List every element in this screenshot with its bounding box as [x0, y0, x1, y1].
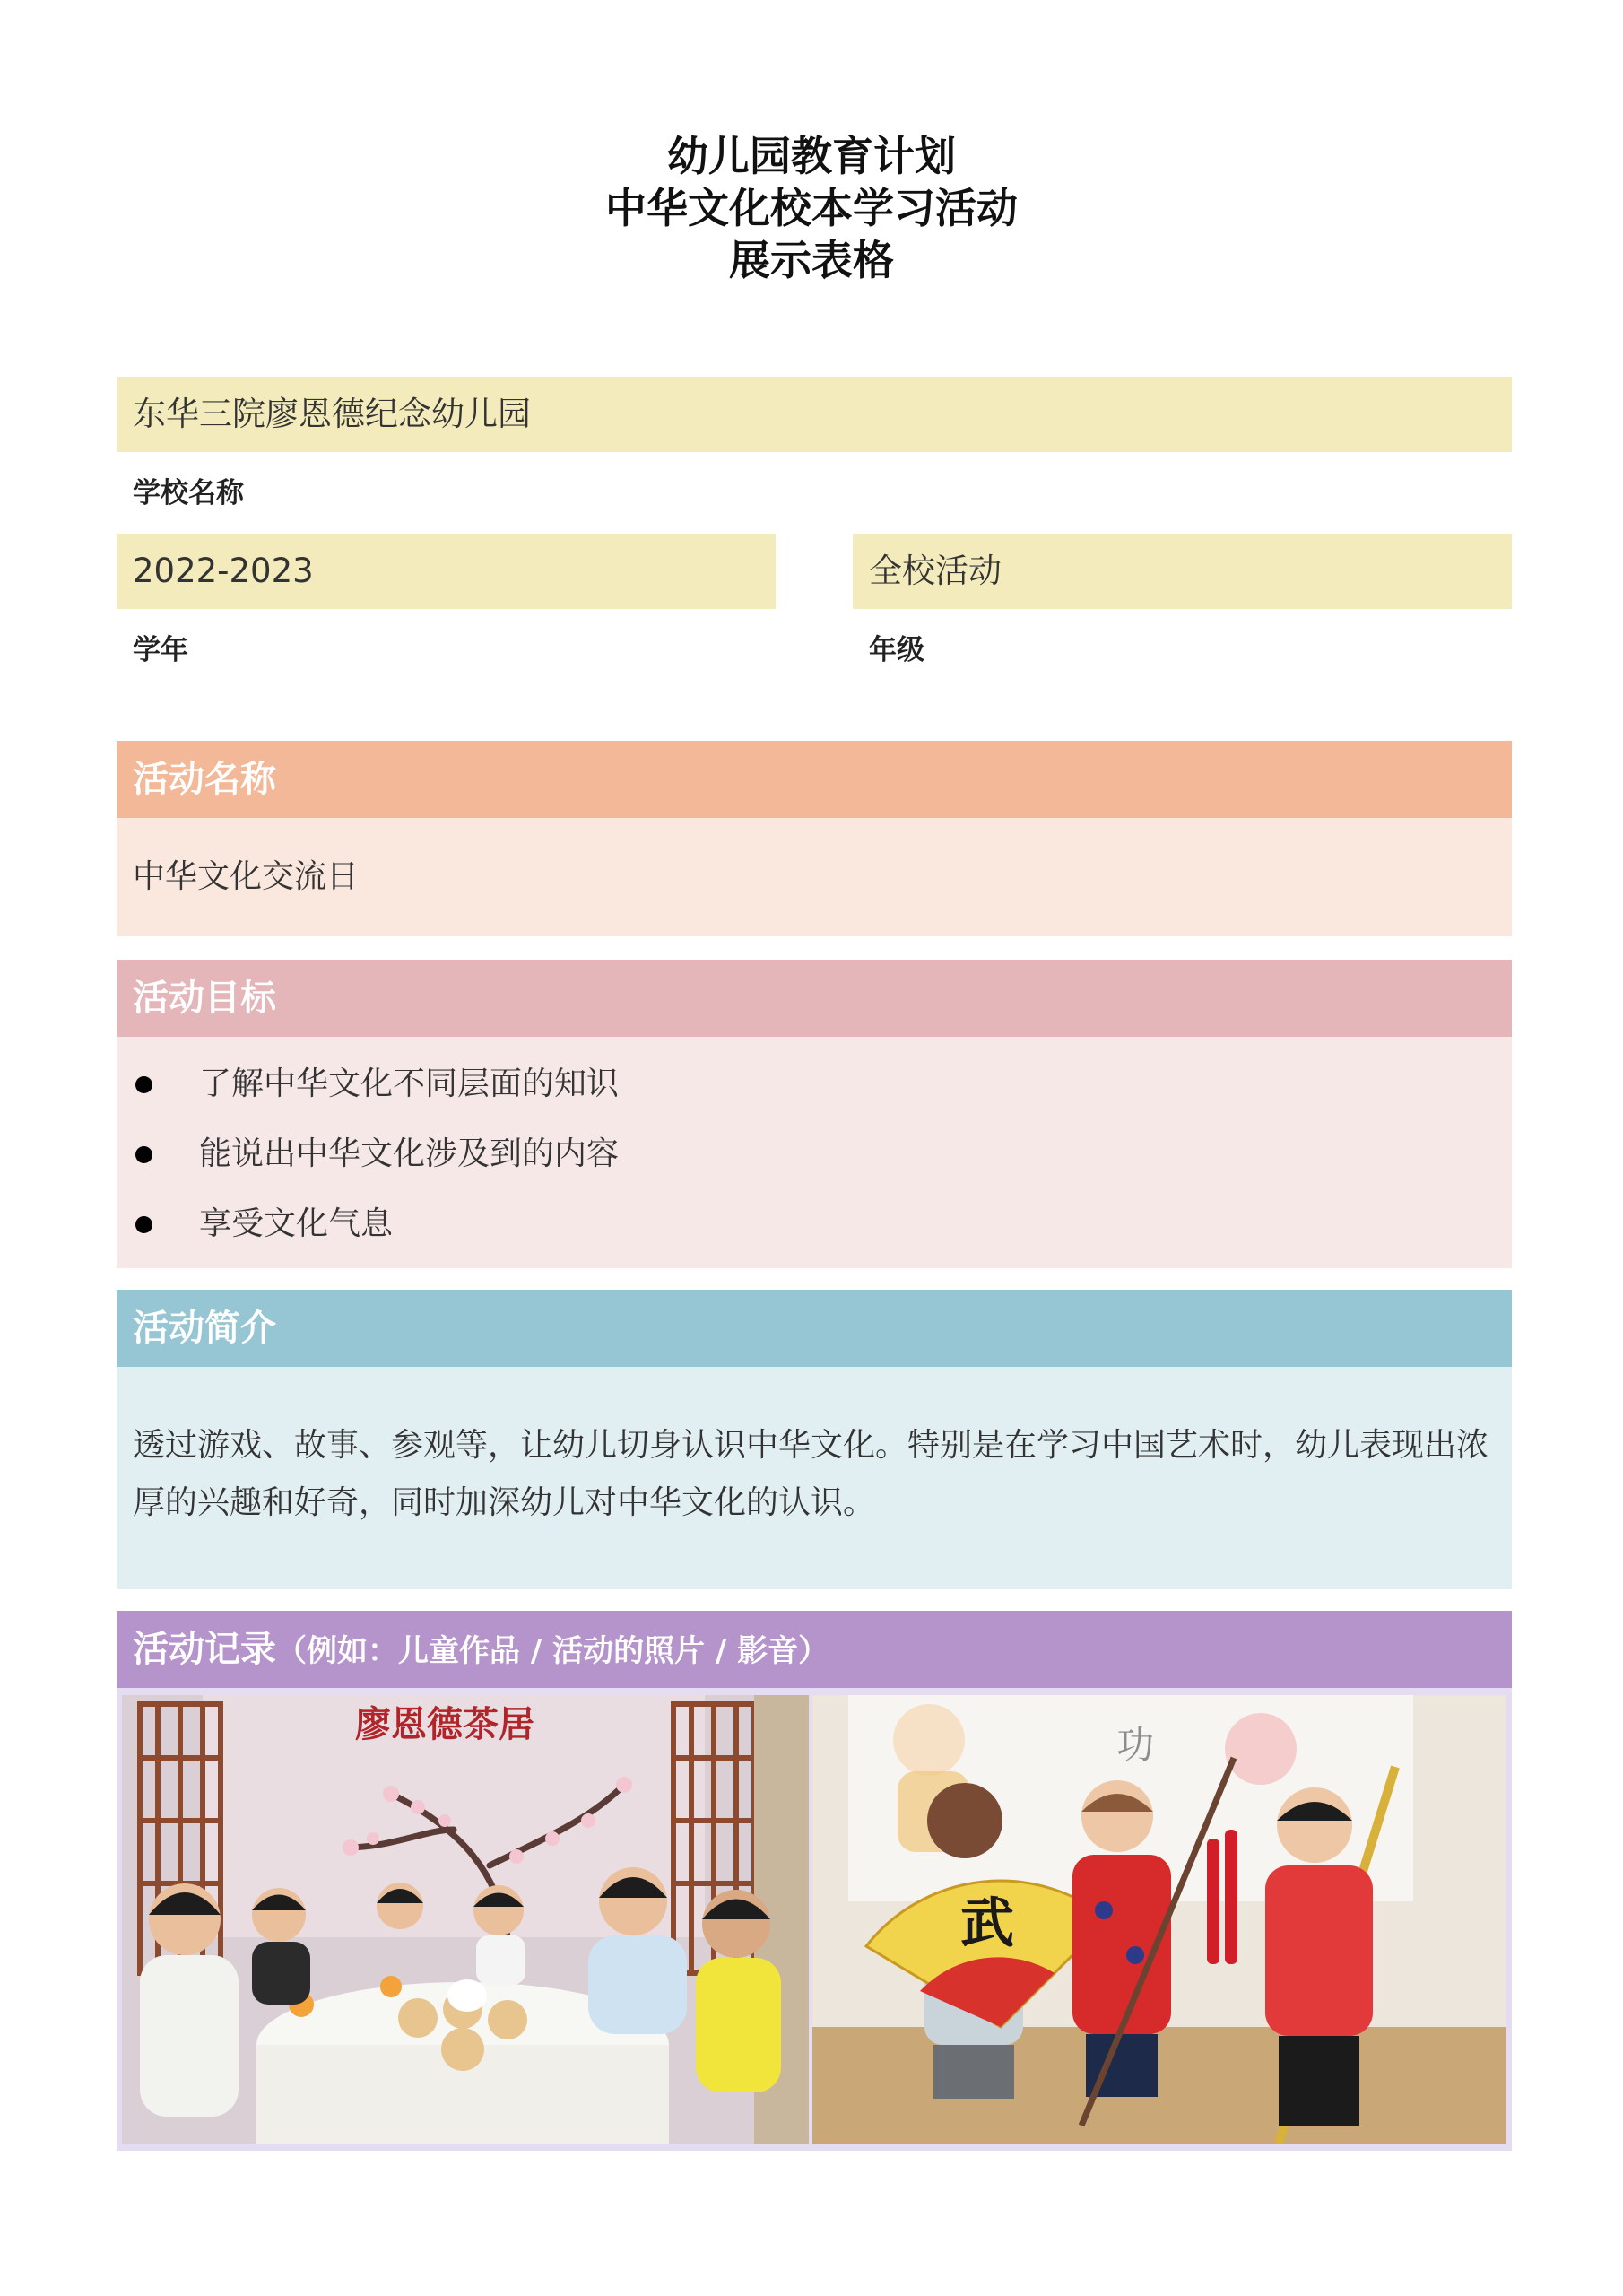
record-subheading: （例如：儿童作品 / 活动的照片 / 影音）: [276, 1633, 829, 1669]
bullet-icon: [135, 1146, 152, 1163]
activity-name-heading: 活动名称: [133, 759, 276, 800]
school-year-field: [117, 534, 776, 609]
title-line-1: 幼儿园教育计划: [667, 132, 956, 180]
activity-name-body: [117, 818, 1512, 936]
school-name-label: 学校名称: [133, 477, 244, 509]
record-header: [117, 1611, 1512, 1688]
school-name-value: 东华三院廖恩德纪念幼儿园: [133, 395, 531, 433]
page-title: [0, 130, 1623, 286]
activity-name-header: [117, 741, 1512, 818]
intro-text: 透过游戏、故事、参观等，让幼儿切身认识中华文化。特别是在学习中国艺术时，幼儿表现出浓厚的兴趣和好奇，同时加深幼儿对中华文化的认识。: [133, 1427, 1489, 1521]
objectives-body: [117, 1037, 1512, 1268]
title-line-3: 展示表格: [729, 236, 894, 284]
intro-body: [117, 1367, 1512, 1589]
tea-house-sign: 廖恩德茶居: [355, 1703, 534, 1745]
photo-tea-house: [122, 1695, 809, 2144]
grade-label: 年级: [869, 634, 924, 666]
fan-character: 武: [960, 1892, 1014, 1955]
objectives-header: [117, 960, 1512, 1037]
bullet-icon: [135, 1076, 152, 1093]
photo-kung-fu: [812, 1695, 1506, 2144]
school-year-value: 2022-2023: [133, 552, 314, 590]
intro-header: [117, 1290, 1512, 1367]
objective-text: 了解中华文化不同层面的知识: [199, 1065, 620, 1102]
intro-heading: 活动简介: [133, 1308, 276, 1349]
grade-field: [853, 534, 1512, 609]
school-name-field: [117, 377, 1512, 452]
screen-character: 功: [1115, 1723, 1155, 1767]
objective-text: 享受文化气息: [199, 1205, 394, 1242]
title-line-2: 中华文化校本学习活动: [605, 184, 1018, 232]
bullet-icon: [135, 1216, 152, 1233]
grade-value: 全校活动: [869, 552, 1002, 590]
record-photos: [117, 1688, 1512, 2151]
activity-name-value: 中华文化交流日: [133, 858, 360, 895]
record-heading: 活动记录: [133, 1629, 276, 1670]
record-heading-wrap: [133, 1611, 829, 1690]
objectives-heading: 活动目标: [133, 978, 276, 1019]
school-year-label: 学年: [133, 634, 188, 666]
objective-text: 能说出中华文化涉及到的内容: [199, 1135, 620, 1172]
